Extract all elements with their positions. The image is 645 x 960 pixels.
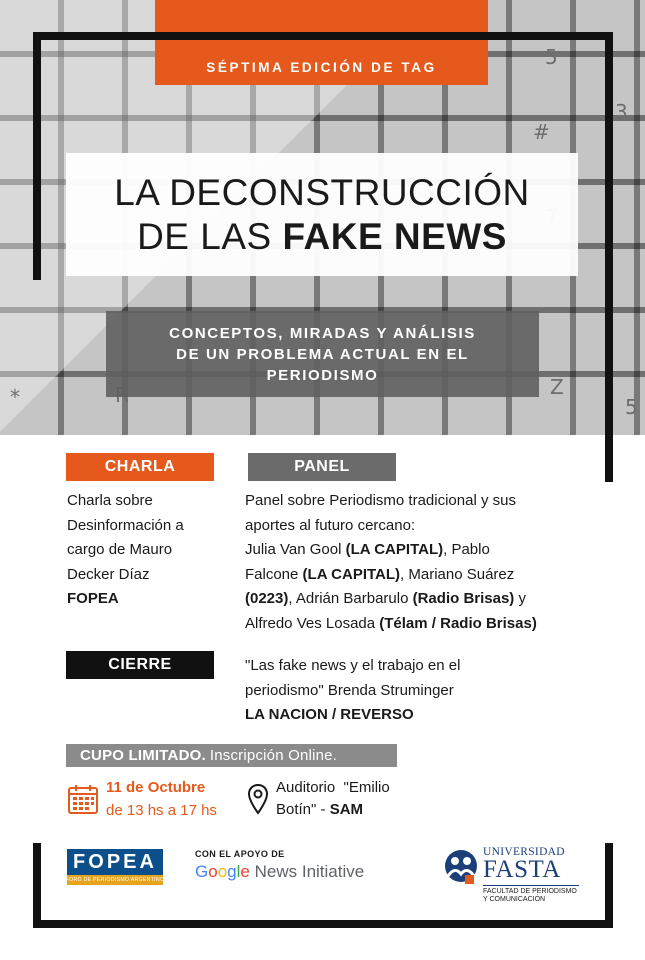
calendar-icon bbox=[67, 783, 99, 815]
venue-text: Botín" - bbox=[276, 801, 330, 818]
key-glyph: 3 bbox=[615, 100, 628, 124]
charla-org: FOPEA bbox=[67, 590, 119, 607]
key-glyph: * bbox=[10, 385, 20, 409]
charla-line: Charla sobre bbox=[67, 492, 153, 509]
panelist-org: (Radio Brisas) bbox=[412, 590, 515, 607]
registration-banner bbox=[66, 744, 397, 767]
title-prefix: DE LAS bbox=[137, 215, 283, 257]
panelist-name: Alfredo Ves Losada bbox=[245, 614, 380, 632]
panel-line: aportes al futuro cercano: bbox=[245, 516, 416, 534]
event-venue bbox=[276, 777, 446, 821]
fasta-name: FASTA bbox=[483, 856, 561, 883]
fopea-logo bbox=[67, 849, 163, 885]
title-emphasis: FAKE NEWS bbox=[282, 215, 507, 257]
frame-border bbox=[33, 843, 41, 928]
panel-connector: y bbox=[514, 590, 526, 607]
fasta-university: UNIVERSIDAD bbox=[483, 846, 565, 858]
event-date: 11 de Octubre bbox=[106, 779, 206, 796]
fasta-emblem-icon bbox=[443, 848, 479, 888]
panelist-org: (LA CAPITAL) bbox=[302, 565, 401, 583]
frame-border bbox=[605, 32, 613, 482]
charla-line: Desinformación a bbox=[67, 516, 184, 534]
venue-org: SAM bbox=[329, 801, 364, 818]
edition-banner bbox=[155, 0, 488, 85]
panel-label: PANEL bbox=[248, 453, 396, 481]
panelist-name: , Adrián Barbarulo bbox=[288, 590, 413, 607]
fasta-faculty-line: FACULTAD DE PERIODISMO bbox=[483, 888, 577, 895]
panelist-name: , Pablo bbox=[443, 541, 490, 558]
subtitle-line: DE UN PROBLEMA ACTUAL EN EL bbox=[176, 345, 469, 363]
charla-label: CHARLA bbox=[66, 453, 214, 481]
event-hours: de 13 hs a 17 hs bbox=[106, 802, 217, 819]
charla-line: Decker Díaz bbox=[67, 565, 150, 583]
subtitle-line: CONCEPTOS, MIRADAS Y ANÁLISIS bbox=[169, 324, 476, 342]
panelist-name: Julia Van Gool bbox=[245, 541, 346, 558]
panelist-org: (Télam / Radio Brisas) bbox=[379, 614, 537, 632]
panel-line bbox=[245, 612, 590, 637]
subtitle-line: PERIODISMO bbox=[266, 366, 379, 384]
fasta-faculty bbox=[483, 888, 577, 904]
charla-line: cargo de Mauro bbox=[67, 541, 173, 558]
fasta-faculty-line: Y COMUNICACIÓN bbox=[483, 896, 546, 903]
panelist-name: , Mariano Suárez bbox=[400, 565, 515, 583]
key-glyph: 5 bbox=[625, 395, 638, 419]
panelist-org: (0223) bbox=[245, 590, 289, 607]
frame-border bbox=[33, 32, 613, 40]
frame-border bbox=[605, 843, 613, 928]
cierre-line: "Las fake news y el trabajo en el bbox=[245, 657, 461, 674]
support-label: CON EL APOYO DE bbox=[195, 849, 285, 859]
frame-border bbox=[33, 32, 41, 280]
title-line-1: LA DECONSTRUCCIÓN bbox=[114, 171, 530, 213]
venue-line bbox=[276, 799, 446, 821]
subtitle bbox=[106, 311, 539, 397]
key-glyph: # bbox=[533, 120, 550, 144]
fopea-logo-text: FOPEA bbox=[67, 849, 163, 875]
title-line-2 bbox=[137, 215, 507, 259]
universidad-fasta-logo bbox=[443, 845, 583, 905]
cupo-rest: Inscripción Online. bbox=[209, 747, 338, 764]
venue-line: Auditorio "Emilio bbox=[276, 779, 390, 796]
gni-text: News Initiative bbox=[249, 862, 365, 881]
fasta-divider bbox=[483, 885, 579, 886]
key-glyph: Z bbox=[550, 375, 564, 399]
edition-text: SÉPTIMA EDICIÓN DE TAG bbox=[206, 60, 437, 75]
charla-description bbox=[67, 489, 247, 612]
main-title bbox=[66, 153, 578, 276]
frame-border bbox=[33, 920, 613, 928]
panel-line bbox=[245, 563, 590, 588]
cierre-label: CIERRE bbox=[66, 651, 214, 679]
google-news-initiative-logo: Google News Initiative bbox=[195, 862, 365, 881]
panelist-org: (LA CAPITAL) bbox=[345, 541, 444, 558]
location-pin-icon bbox=[247, 783, 269, 815]
cierre-org: LA NACION / REVERSO bbox=[245, 706, 414, 723]
panel-line: Panel sobre Periodismo tradicional y sus bbox=[245, 492, 516, 509]
cupo-bold: CUPO LIMITADO. bbox=[80, 747, 206, 764]
cierre-description bbox=[245, 654, 585, 728]
panel-line bbox=[245, 587, 590, 612]
key-glyph: 5 bbox=[545, 45, 558, 69]
panelist-name: Falcone bbox=[245, 565, 303, 583]
panel-line bbox=[245, 538, 590, 563]
google-news-initiative bbox=[195, 849, 364, 882]
cierre-line: periodismo" Brenda Struminger bbox=[245, 681, 454, 699]
fopea-logo-subtext: FORO DE PERIODISMO ARGENTINO bbox=[65, 877, 165, 883]
panel-description bbox=[245, 489, 590, 636]
